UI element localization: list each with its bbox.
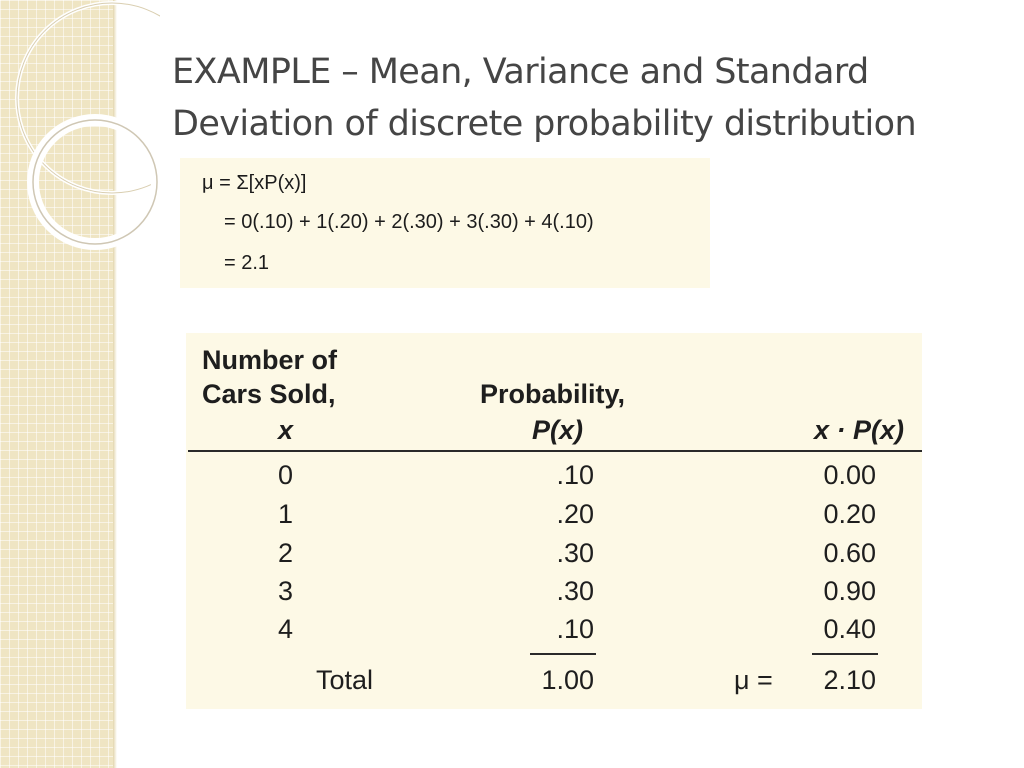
cell-x: 0 bbox=[278, 460, 294, 490]
xp-sum-rule bbox=[812, 653, 878, 655]
header-cars-sold-line1: Number of bbox=[202, 345, 337, 375]
cell-x-times-p: 0.40 bbox=[823, 614, 876, 644]
title-line-1: EXAMPLE – Mean, Variance and Standard bbox=[172, 52, 869, 92]
total-label: Total bbox=[316, 665, 374, 695]
header-rule bbox=[188, 450, 922, 452]
formula-line-2: = 0(.10) + 1(.20) + 2(.30) + 3(.30) + 4(.10) bbox=[224, 211, 594, 233]
total-mean: 2.10 bbox=[823, 665, 876, 695]
cell-x: 3 bbox=[278, 576, 294, 606]
cell-x-times-p: 0.60 bbox=[823, 538, 876, 568]
probability-sum-rule bbox=[530, 653, 596, 655]
cell-probability: .30 bbox=[556, 538, 594, 568]
cell-x: 4 bbox=[278, 614, 294, 644]
header-cars-sold-line2: Cars Sold, bbox=[202, 379, 336, 409]
cell-probability: .20 bbox=[556, 499, 594, 529]
formula-line-1: μ = Σ[xP(x)] bbox=[202, 172, 307, 194]
mean-formula-panel bbox=[180, 158, 710, 288]
decorative-rings bbox=[0, 0, 160, 260]
page-title bbox=[172, 46, 1012, 150]
cell-x-times-p: 0.20 bbox=[823, 499, 876, 529]
formula-line-3: = 2.1 bbox=[224, 252, 270, 274]
cell-probability: .10 bbox=[556, 614, 594, 644]
header-probability-line2: P(x) bbox=[532, 415, 584, 445]
header-cars-sold-line3: x bbox=[278, 415, 294, 445]
cell-x: 1 bbox=[278, 499, 294, 529]
total-probability: 1.00 bbox=[541, 665, 594, 695]
cell-x: 2 bbox=[278, 538, 294, 568]
header-probability-line1: Probability, bbox=[480, 379, 626, 409]
cell-x-times-p: 0.00 bbox=[823, 460, 876, 490]
cell-probability: .30 bbox=[556, 576, 594, 606]
header-x-times-p: x · P(x) bbox=[813, 415, 904, 445]
title-line-2: Deviation of discrete probability distribution bbox=[172, 104, 917, 144]
cell-probability: .10 bbox=[556, 460, 594, 490]
mu-label: μ = bbox=[734, 665, 773, 695]
probability-table bbox=[186, 333, 922, 709]
cell-x-times-p: 0.90 bbox=[823, 576, 876, 606]
